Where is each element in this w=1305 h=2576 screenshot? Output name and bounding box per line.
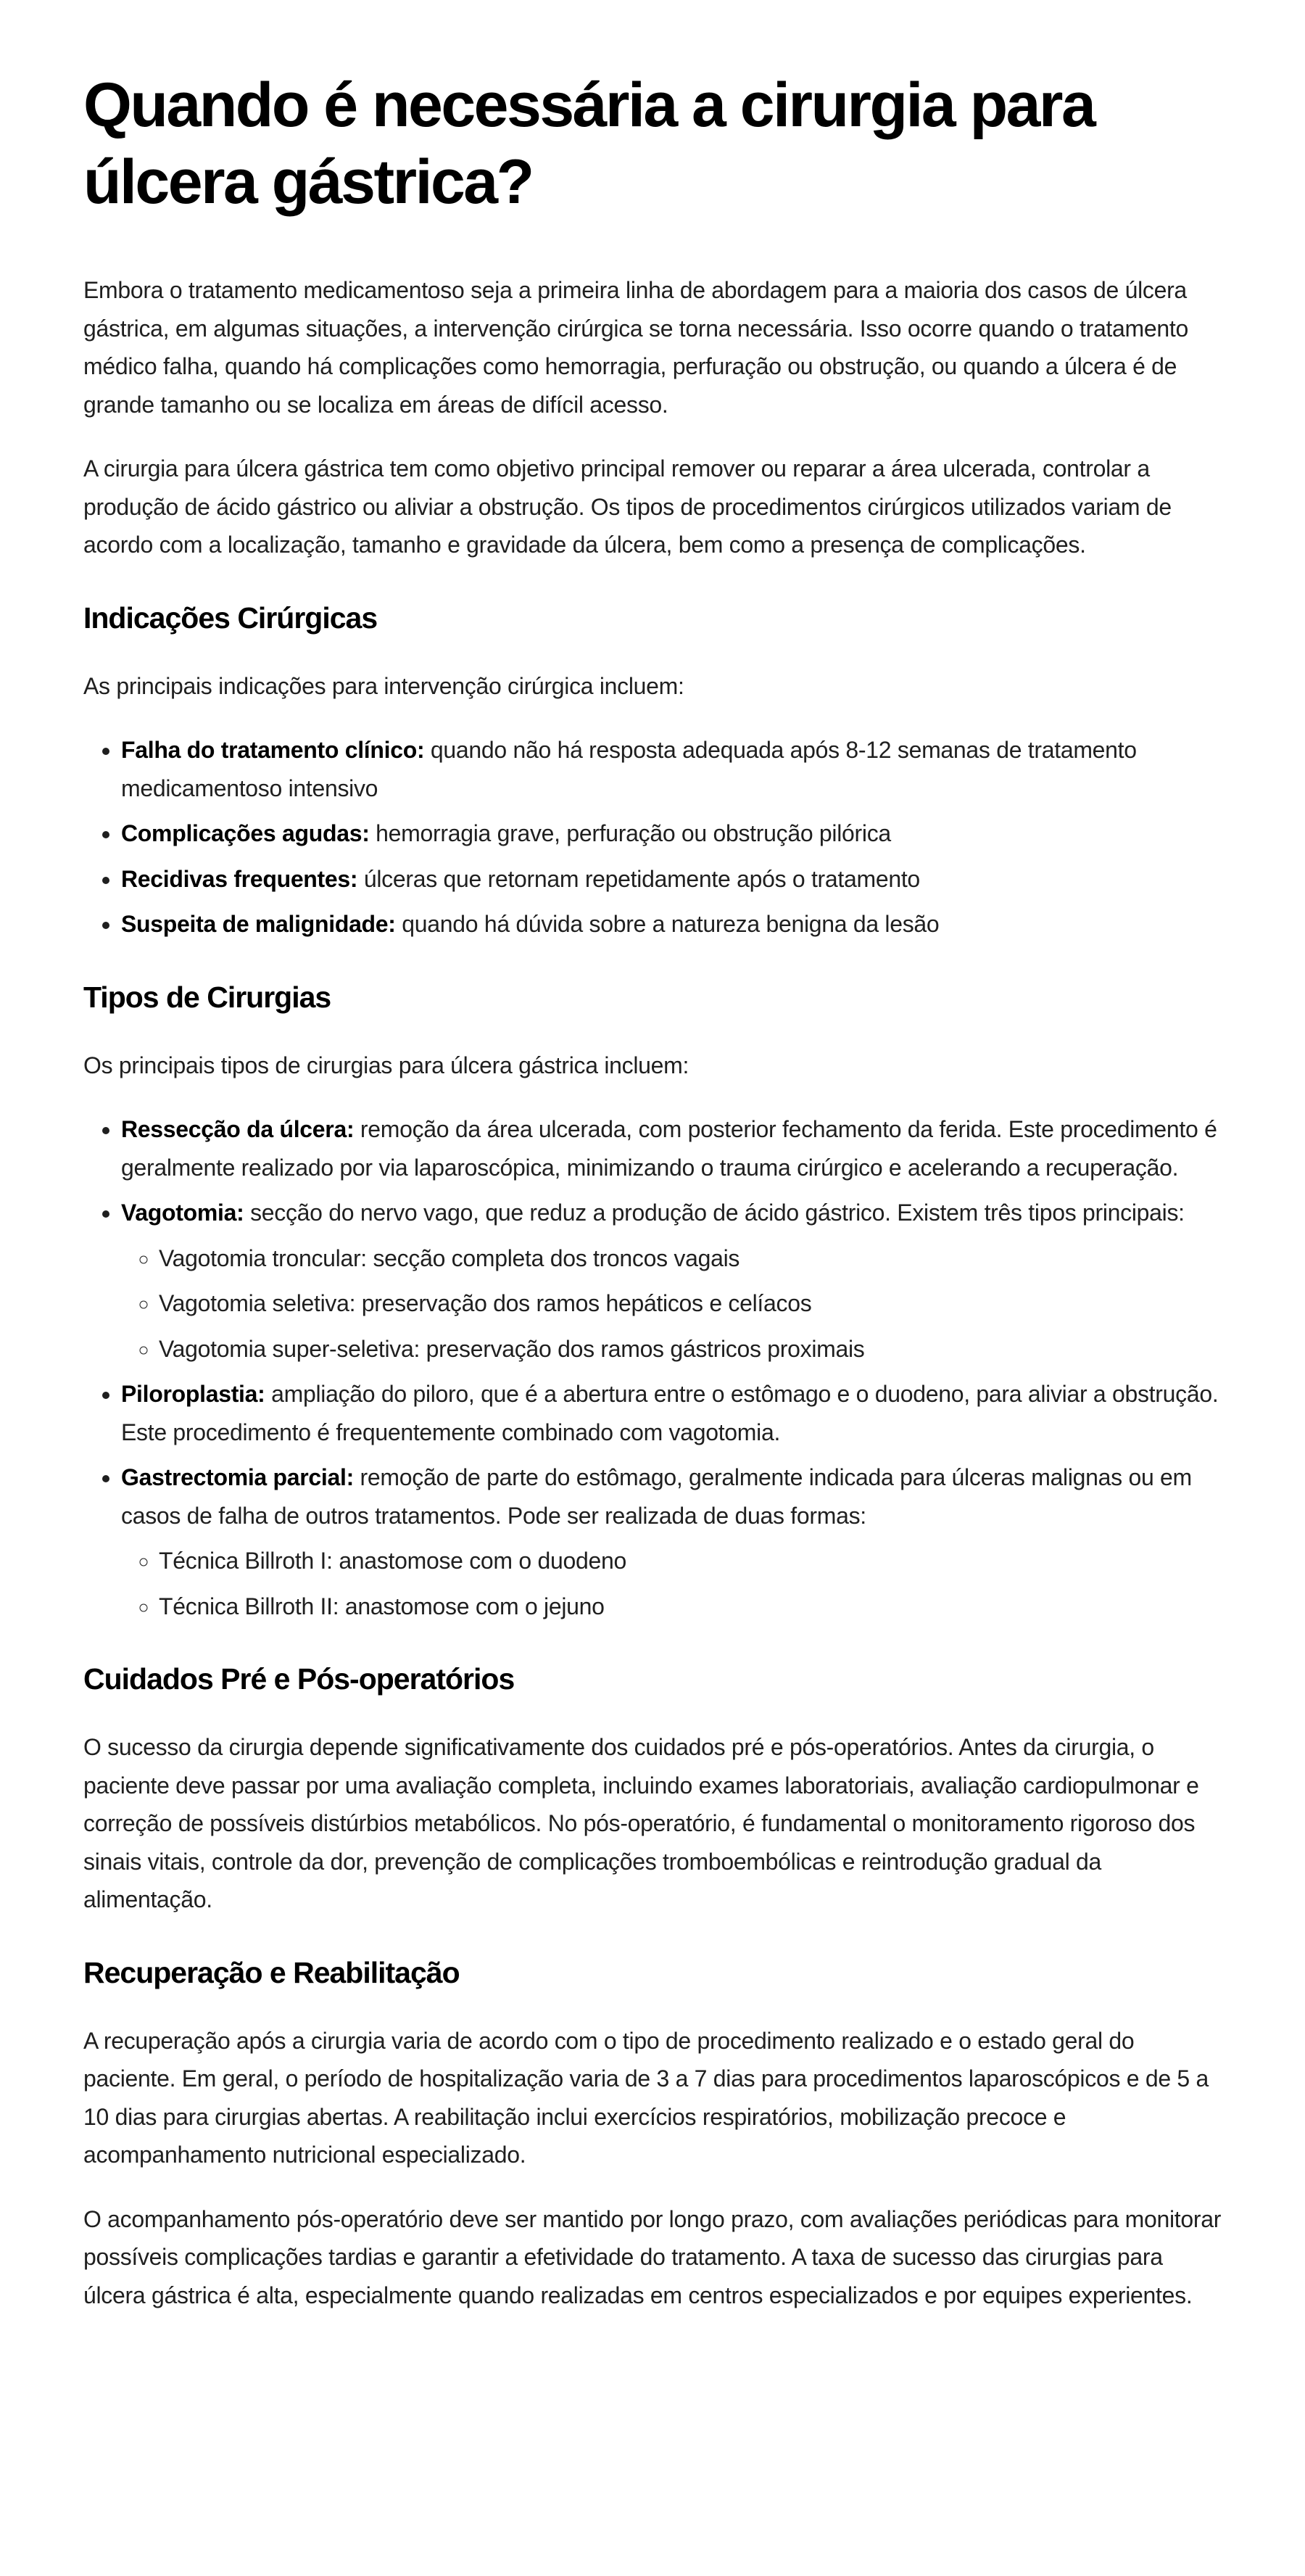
sub-list-item: ◦ Vagotomia seletiva: preservação dos ramos hepáticos e celíacos [159,1284,1222,1323]
item-text: hemorragia grave, perfuração ou obstrução pilórica [369,820,891,846]
section-lead: As principais indicações para intervenção cirúrgica incluem: [83,672,684,699]
item-text: remoção da área ulcerada, com posterior fechamento da ferida. Este procedimento é geralmente realizado por via laparoscópica, minimizando o trauma cirúrgico e acelerando a recuperação. [121,1116,1217,1181]
item-text: secção do nervo vago, que reduz a produção de ácido gástrico. Existem três tipos principais: [244,1200,1185,1226]
tipos-list [83,1110,1222,1625]
item-term: Complicações agudas: [121,820,370,846]
list-item [121,1375,1222,1451]
section-lead: Os principais tipos de cirurgias para úlcera gástrica incluem: [83,1052,689,1078]
item-term: Gastrectomia parcial: [121,1464,354,1490]
section-heading-indicacoes: Indicações Cirúrgicas [83,600,378,635]
list-item [121,1458,1222,1625]
sub-list-item: ◦ Vagotomia troncular: secção completa dos troncos vagais [159,1239,1222,1278]
sub-list [121,1542,1222,1625]
list-item [121,814,1222,853]
intro-paragraph: A cirurgia para úlcera gástrica tem como objetivo principal remover ou reparar a área ulcerada, controlar a produção de ácido gástrico ou aliviar a obstrução. Os tipos de procedimentos cirúrgicos utilizados variam de acordo com a localização, tamanho e gravidade da úlcera, bem como a presença de complicações. [83,455,1172,558]
item-term: Falha do tratamento clínico: [121,737,425,763]
list-item [121,731,1222,807]
cuidados-paragraph: O sucesso da cirurgia depende significativamente dos cuidados pré e pós-operatórios. Antes da cirurgia, o paciente deve passar por uma avaliação completa, incluindo exames laboratoriais, avaliação cardiopulmonar e correção de possíveis distúrbios metabólicos. No pós-operatório, é fundamental o monitoramento rigoroso dos sinais vitais, controle da dor, prevenção de complicações tromboembólicas e reintrodução gradual da alimentação. [83,1734,1199,1912]
sub-list-item: ◦ Técnica Billroth I: anastomose com o duodeno [159,1542,1222,1580]
item-term: Vagotomia: [121,1200,244,1226]
section-heading-recuperacao: Recuperação e Reabilitação [83,1955,460,1989]
section-heading-tipos: Tipos de Cirurgias [83,980,331,1014]
sub-list-item: ◦ Vagotomia super-seletiva: preservação dos ramos gástricos proximais [159,1330,1222,1368]
recuperacao-paragraph: A recuperação após a cirurgia varia de acordo com o tipo de procedimento realizado e o estado geral do paciente. Em geral, o período de hospitalização varia de 3 a 7 dias para procedimentos laparoscópicos e de 5 a 10 dias para cirurgias abertas. A reabilitação inclui exercícios respiratórios, mobilização precoce e acompanhamento nutricional especializado. [83,2027,1209,2168]
list-item [121,1110,1222,1186]
item-text: ampliação do piloro, que é a abertura entre o estômago e o duodeno, para aliviar a obstrução. Este procedimento é frequentemente combinado com vagotomia. [121,1381,1219,1445]
indicacoes-list [83,731,1222,944]
page-title: Quando é necessária a cirurgia para úlcera gástrica? [83,70,1095,217]
recuperacao-paragraph: O acompanhamento pós-operatório deve ser mantido por longo prazo, com avaliações periódicas para monitorar possíveis complicações tardias e garantir a efetividade do tratamento. A taxa de sucesso das cirurgias para úlcera gástrica é alta, especialmente quando realizadas em centros especializados e por equipes experientes. [83,2205,1222,2308]
item-text: quando não há resposta adequada após 8-12 semanas de tratamento medicamentoso intensivo [121,737,1137,801]
intro-paragraph: Embora o tratamento medicamentoso seja a primeira linha de abordagem para a maioria dos casos de úlcera gástrica, em algumas situações, a intervenção cirúrgica se torna necessária. Isso ocorre quando o tratamento médico falha, quando há complicações como hemorragia, perfuração ou obstrução, ou quando a úlcera é de grande tamanho ou se localiza em áreas de difícil acesso. [83,277,1188,418]
section-heading-cuidados: Cuidados Pré e Pós-operatórios [83,1662,515,1696]
list-item [121,860,1222,899]
sub-list [121,1239,1222,1368]
item-term: Recidivas frequentes: [121,865,358,892]
list-item [121,1194,1222,1368]
item-text: quando há dúvida sobre a natureza benigna da lesão [395,911,940,937]
item-text: úlceras que retornam repetidamente após o tratamento [357,865,920,892]
item-term: Piloroplastia: [121,1381,265,1407]
sub-list-item: ◦ Técnica Billroth II: anastomose com o jejuno [159,1588,1222,1626]
item-text: remoção de parte do estômago, geralmente indicada para úlceras malignas ou em casos de falha de outros tratamentos. Pode ser realizada de duas formas: [121,1464,1192,1529]
item-term: Suspeita de malignidade: [121,911,396,937]
item-term: Ressecção da úlcera: [121,1116,355,1142]
list-item [121,905,1222,944]
